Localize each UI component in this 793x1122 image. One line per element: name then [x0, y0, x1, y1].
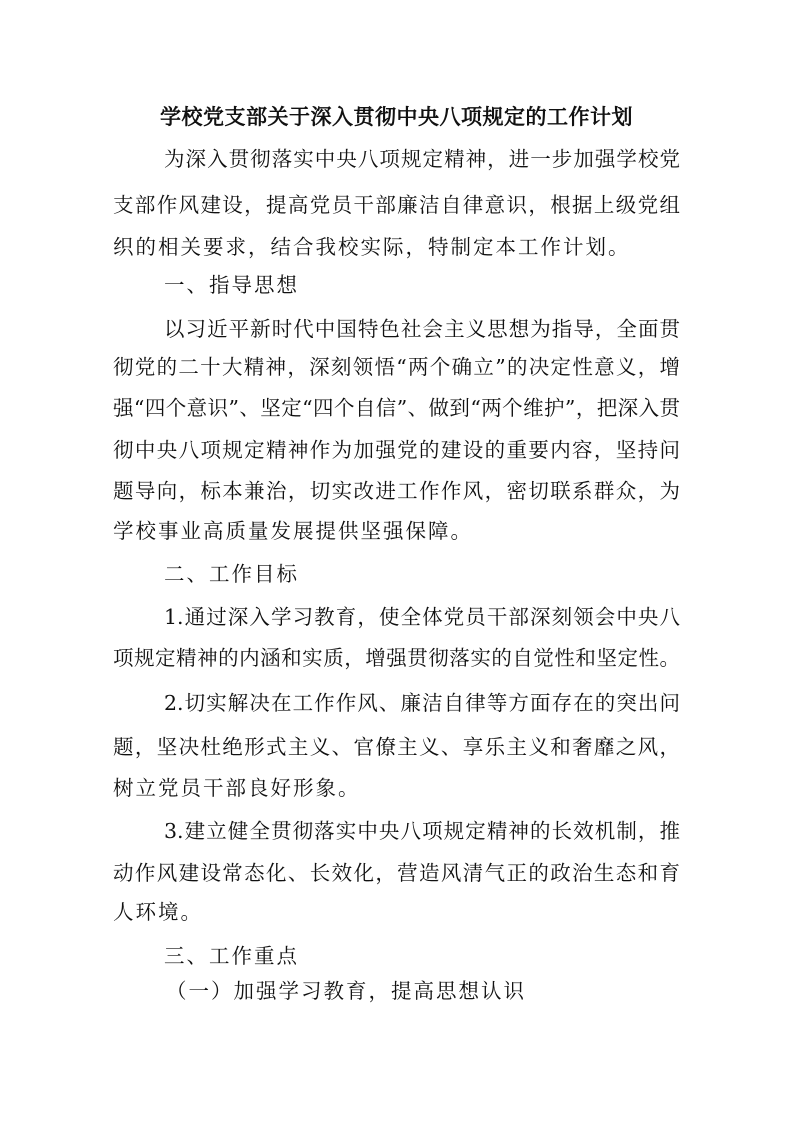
section-heading-guiding-thought: 一、指导思想: [164, 273, 299, 297]
goal-1-line-1: 1.通过深入学习教育，使全体党员干部深刻领会中央八: [164, 605, 680, 629]
goal-3-line-3: 人环境。: [113, 900, 203, 924]
section-heading-work-goals: 二、工作目标: [164, 562, 299, 586]
guiding-line-6: 学校事业高质量发展提供坚强保障。: [113, 519, 473, 543]
guiding-line-4: 彻中央八项规定精神作为加强党的建设的重要内容，坚持问: [113, 438, 680, 462]
goal-3-line-1: 3.建立健全贯彻落实中央八项规定精神的长效机制，推: [164, 819, 680, 843]
goal-2-line-2: 题，坚决杜绝形式主义、官僚主义、享乐主义和奢靡之风，: [113, 735, 680, 759]
goal-3-line-2: 动作风建设常态化、长效化，营造风清气正的政治生态和育: [113, 861, 680, 885]
section-heading-work-focus: 三、工作重点: [164, 944, 299, 968]
intro-line-3: 织的相关要求，结合我校实际，特制定本工作计划。: [113, 235, 631, 259]
guiding-line-1: 以习近平新时代中国特色社会主义思想为指导，全面贯: [164, 317, 680, 341]
goal-2-line-3: 树立党员干部良好形象。: [113, 776, 361, 800]
intro-line-1: 为深入贯彻落实中央八项规定精神，进一步加强学校党: [164, 147, 680, 171]
intro-line-2: 支部作风建设，提高党员干部廉洁自律意识，根据上级党组: [113, 193, 680, 217]
guiding-line-5: 题导向，标本兼治，切实改进工作作风，密切联系群众，为: [113, 479, 680, 503]
guiding-line-3: 强“四个意识”、坚定“四个自信”、做到“两个维护”，把深入贯: [113, 396, 680, 420]
goal-2-line-1: 2.切实解决在工作作风、廉洁自律等方面存在的突出问: [164, 691, 680, 715]
guiding-line-2: 彻党的二十大精神，深刻领悟“两个确立”的决定性意义，增: [113, 355, 680, 379]
subsection-heading-1: （一）加强学习教育，提高思想认识: [166, 979, 526, 1003]
goal-1-line-2: 项规定精神的内涵和实质，增强贯彻落实的自觉性和坚定性。: [113, 646, 680, 670]
document-title: 学校党支部关于深入贯彻中央八项规定的工作计划: [160, 104, 633, 129]
